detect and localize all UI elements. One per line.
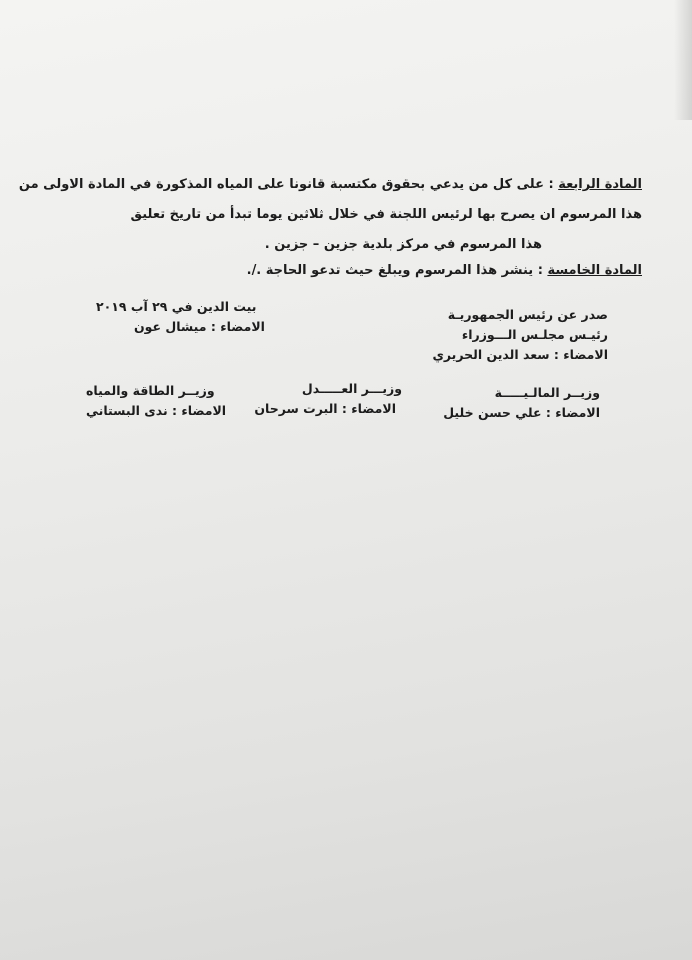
president-signature: الامضاء : ميشال عون (134, 319, 265, 334)
finance-minister-title: وزيــر المالـيـــــة (494, 385, 600, 400)
article5-line (247, 262, 642, 280)
article4-line1 (19, 176, 642, 194)
finance-minister-signature: الامضاء : علي حسن خليل (443, 405, 600, 420)
issuance-line1: صدر عن رئيس الجمهوريـة (447, 307, 608, 322)
article4-line3: هذا المرسوم في مركز بلدية جزين – جزين . (264, 237, 542, 252)
article4-heading: المادة الرابعة (558, 177, 642, 192)
justice-minister-signature: الامضاء : البرت سرحان (254, 401, 396, 416)
article5-heading: المادة الخامسة (547, 263, 642, 278)
issuance-signature: الامضاء : سعد الدين الحريري (432, 347, 608, 362)
place-date: بيت الدين في ٢٩ آب ٢٠١٩ (96, 299, 257, 314)
article4-text-line1: : على كل من يدعي بحقوق مكتسبة قانونا على المياه المذكورة في المادة الاولى من (18, 177, 554, 192)
issuance-line2: رئيـس مجلـس الـــوزراء (461, 327, 608, 342)
energy-minister-title: وزيــر الطاقة والمياه (86, 383, 215, 398)
article4-line2: هذا المرسوم ان يصرح بها لرئيس اللجنة في خلال ثلاثين يوما تبدأ من تاريخ تعليق (130, 207, 642, 222)
justice-minister-title: وزيـــر العـــــدل (301, 381, 402, 396)
energy-minister-signature: الامضاء : ندى البستاني (86, 403, 227, 418)
article5-text: : ينشر هذا المرسوم ويبلغ حيث تدعو الحاجة ./. (246, 263, 543, 278)
